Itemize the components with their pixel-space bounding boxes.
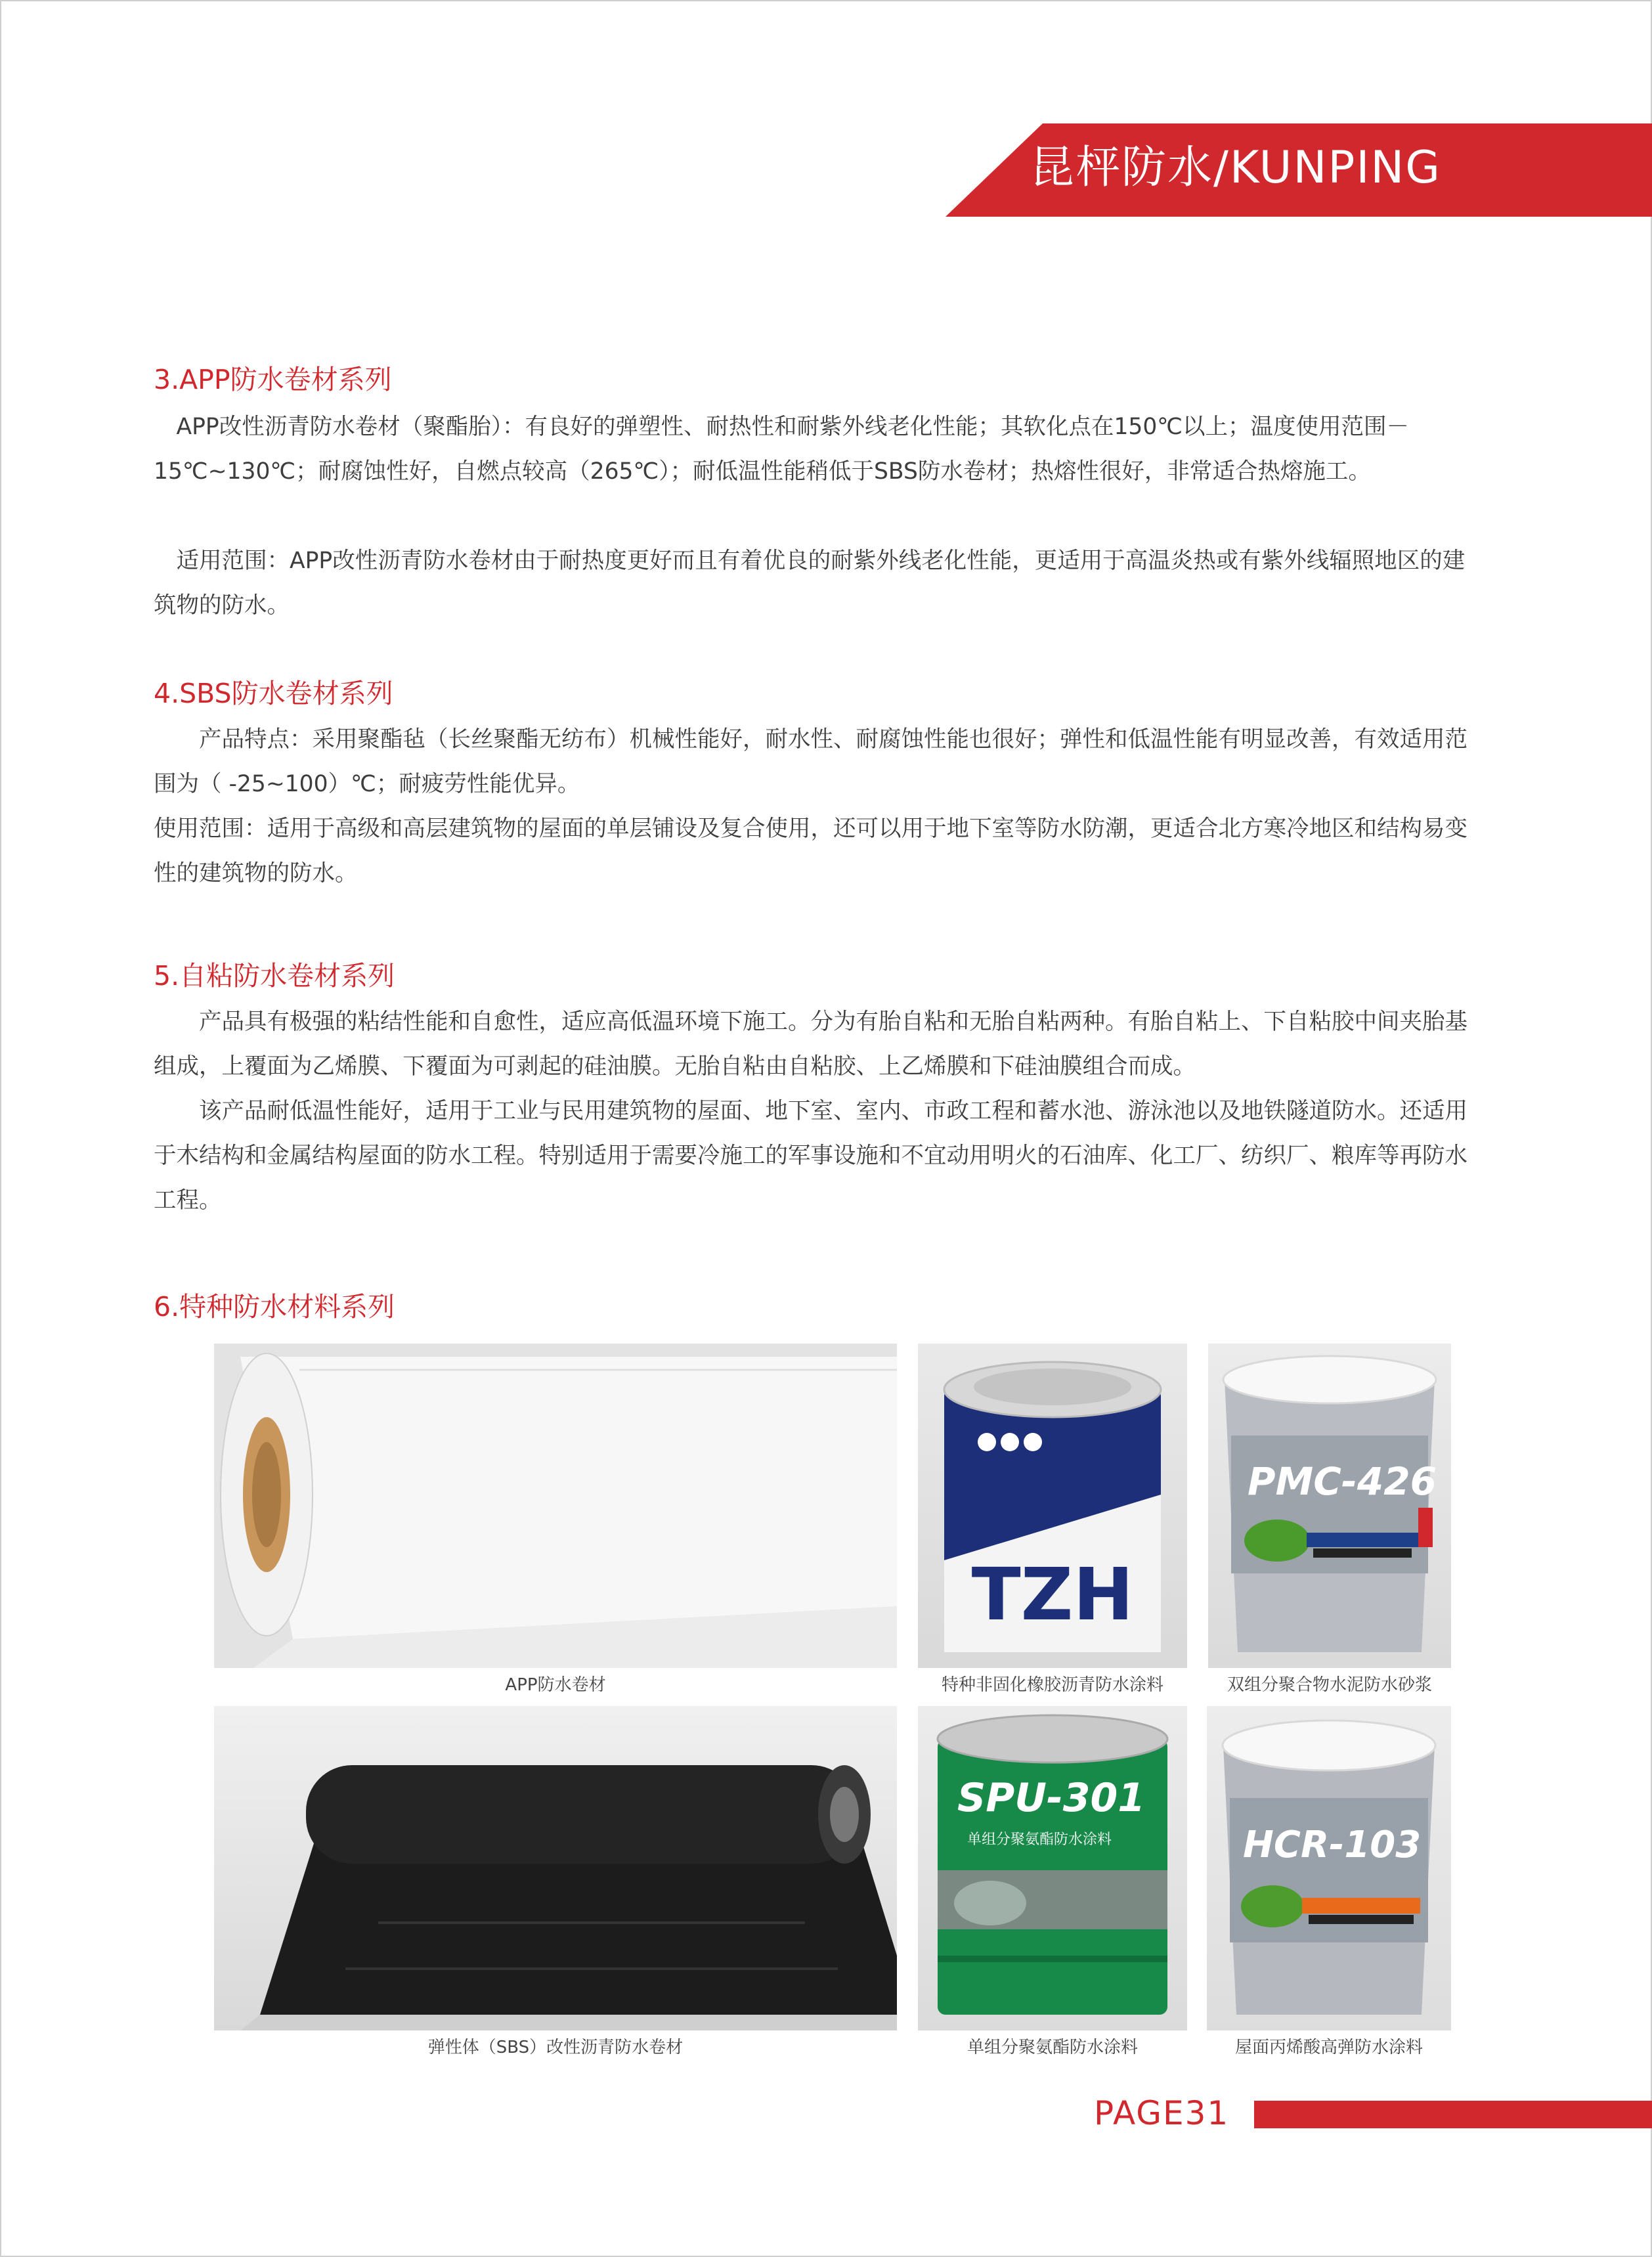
footer-bar bbox=[1254, 2101, 1652, 2128]
caption-hcr-bucket: 屋面丙烯酸高弹防水涂料 bbox=[1234, 2038, 1423, 2057]
pmc-label: PMC-426 bbox=[1248, 1459, 1437, 1504]
caption-tzh-can: 特种非固化橡胶沥青防水涂料 bbox=[941, 1675, 1163, 1695]
caption-pmc-bucket: 双组分聚合物水泥防水砂浆 bbox=[1227, 1675, 1432, 1695]
section-sbs-paragraph-1: 产品特点：采用聚酯毡（长丝聚酯无纺布）机械性能好，耐水性、耐腐蚀性能也很好；弹性和低温性能有明显改善，有效适用范围为（ -25~100）℃；耐疲劳性能优异。 bbox=[154, 726, 1467, 797]
section-title-app: 3.APP防水卷材系列 bbox=[154, 364, 392, 395]
spu-sublabel: 单组分聚氨酯防水涂料 bbox=[967, 1831, 1112, 1848]
product-photo-app-roll bbox=[214, 1344, 897, 1668]
caption-spu-can: 单组分聚氨酯防水涂料 bbox=[967, 2038, 1138, 2057]
product-photo-tzh-can bbox=[918, 1344, 1187, 1668]
caption-sbs-roll: 弹性体（SBS）改性沥青防水卷材 bbox=[427, 2038, 684, 2057]
section-title-sbs: 4.SBS防水卷材系列 bbox=[154, 678, 393, 709]
tzh-label: TZH bbox=[971, 1552, 1134, 1636]
spu-label: SPU-301 bbox=[957, 1775, 1146, 1821]
product-photo-pmc-bucket bbox=[1208, 1344, 1451, 1668]
section-sbs-paragraph-2: 使用范围：适用于高级和高层建筑物的屋面的单层铺设及复合使用，还可以用于地下室等防水防潮，更适合北方寒冷地区和结构易变性的建筑物的防水。 bbox=[154, 816, 1467, 887]
section-app-paragraph-2: 适用范围：APP改性沥青防水卷材由于耐热度更好而且有着优良的耐紫外线老化性能，更适用于高温炎热或有紫外线辐照地区的建筑物的防水。 bbox=[154, 548, 1466, 619]
product-photo-spu-can bbox=[918, 1706, 1187, 2030]
product-photo-sbs-roll bbox=[214, 1706, 897, 2030]
section-self-adhesive-paragraph-2: 该产品耐低温性能好，适用于工业与民用建筑物的屋面、地下室、室内、市政工程和蓄水池、游泳池以及地铁隧道防水。还适用于木结构和金属结构屋面的防水工程。特别适用于需要冷施工的军事设施和不宜动用明火的石油库、化工厂、纺织厂、粮库等再防水工程。 bbox=[154, 1098, 1467, 1214]
section-app-paragraph-1: APP改性沥青防水卷材（聚酯胎）：有良好的弹塑性、耐热性和耐紫外线老化性能；其软化点在150℃以上；温度使用范围－15℃~130℃；耐腐蚀性好，自燃点较高（265℃）；耐低温性能稍低于SBS防水卷材；热熔性很好，非常适合热熔施工。 bbox=[154, 414, 1410, 485]
page-number: PAGE31 bbox=[1094, 2094, 1230, 2132]
section-title-self-adhesive: 5.自粘防水卷材系列 bbox=[154, 960, 395, 992]
hcr-label: HCR-103 bbox=[1243, 1824, 1422, 1866]
caption-app-roll: APP防水卷材 bbox=[505, 1675, 606, 1695]
brand-title: 昆枰防水/KUNPING bbox=[1030, 142, 1441, 194]
section-self-adhesive-paragraph-1: 产品具有极强的粘结性能和自愈性，适应高低温环境下施工。分为有胎自粘和无胎自粘两种。有胎自粘上、下自粘胶中间夹胎基组成，上覆面为乙烯膜、下覆面为可剥起的硅油膜。无胎自粘由自粘胶、上乙烯膜和下硅油膜组合而成。 bbox=[154, 1009, 1467, 1080]
product-photo-hcr-bucket bbox=[1207, 1706, 1451, 2030]
section-title-special: 6.特种防水材料系列 bbox=[154, 1291, 395, 1323]
